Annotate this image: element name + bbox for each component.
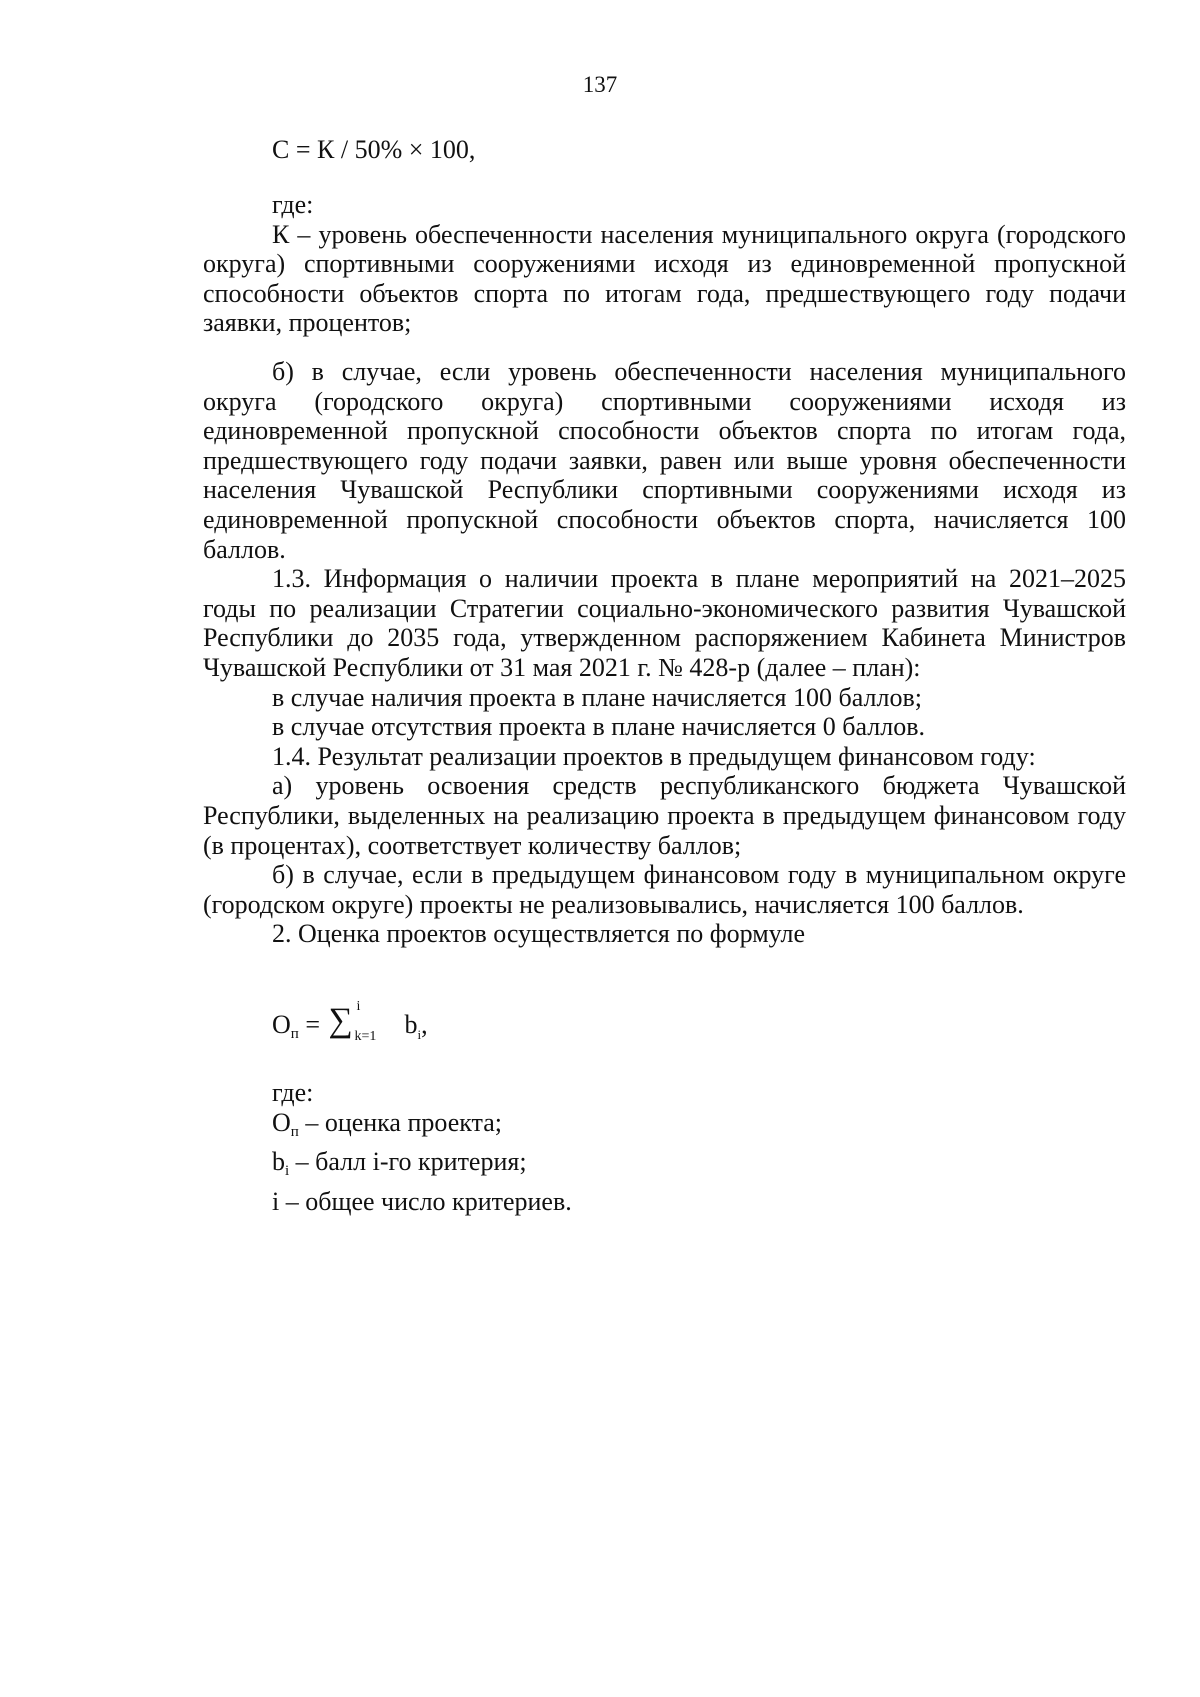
formula-o: [272, 999, 428, 1045]
definitions-block-1: [203, 190, 1126, 338]
item-1-4: 1.4. Результат реализации проектов в предыдущем финансовом году:: [272, 741, 1036, 771]
i-definition: i – общее число критериев.: [272, 1186, 572, 1216]
plan-present: в случае наличия проекта в плане начисляется 100 баллов;: [272, 682, 922, 712]
item-1-4-b: б) в случае, если в предыдущем финансовом году в муниципальном округе (городском округе) проекты не реализовывались, начисляется 100 баллов.: [203, 860, 1126, 919]
page-number: 137: [582, 72, 618, 97]
sigma-upper-limit: i: [356, 999, 361, 1014]
definitions-block-2: [203, 1078, 1126, 1216]
item-1-3: 1.3. Информация о наличии проекта в плане мероприятий на 2021–2025 годы по реализации Стратегии социально-экономического развития Чувашской Республики до 2035 года, утвержденном распоряжением Кабинета Министров Чувашской Республики от 31 мая 2021 г. № 428-р (далее – план):: [203, 564, 1126, 682]
formula-c: С = К / 50% × 100,: [272, 135, 476, 164]
sigma-operator: [326, 999, 404, 1045]
formula-b-symbol: b: [404, 1010, 418, 1039]
formula-o-subscript: п: [290, 1026, 299, 1042]
where-label-2: где:: [272, 1078, 314, 1107]
b-def-symbol: b: [272, 1147, 285, 1177]
b-def-subscript: i: [285, 1163, 290, 1180]
formula-o-symbol: О: [272, 1010, 291, 1039]
item-b-sports: б) в случае, если уровень обеспеченности населения муниципального округа (городского округа) спортивными сооружениями исходя из единовременной пропускной способности объектов спорта по итогам года, предшествующего году подачи заявки, равен или выше уровня обеспеченности населения Чувашской Республики спортивными сооружениями исходя из единовременной пропускной способности объектов спорта, начисляется 100 баллов.: [203, 357, 1126, 564]
criteria-block: [203, 357, 1126, 949]
o-definition: [203, 1108, 1126, 1148]
o-def-text: – оценка проекта;: [298, 1107, 502, 1137]
where-label-1: где:: [272, 190, 314, 219]
item-2: 2. Оценка проектов осуществляется по формуле: [272, 919, 806, 949]
item-1-4-a: а) уровень освоения средств республиканского бюджета Чувашской Республики, выделенных на реализацию проекта в предыдущем финансовом году (в процентах), соответствует количеству баллов;: [203, 771, 1126, 860]
formula-equals: =: [298, 1010, 327, 1039]
o-def-symbol: О: [272, 1107, 291, 1137]
formula-b-subscript: i: [417, 1027, 422, 1042]
plan-absent: в случае отсутствия проекта в плане начисляется 0 баллов.: [272, 712, 925, 742]
o-def-subscript: п: [290, 1123, 299, 1140]
sigma-lower-limit: k=1: [354, 1029, 377, 1044]
k-definition: К – уровень обеспеченности населения муниципального округа (городского округа) спортивными сооружениями исходя из единовременной пропускной способности объектов спорта по итогам года, предшествующего году подачи заявки, процентов;: [203, 219, 1126, 338]
b-def-text: – балл i-го критерия;: [289, 1147, 527, 1177]
sigma-symbol: ∑: [328, 1002, 353, 1039]
b-definition: [203, 1147, 1126, 1187]
formula-trailing-comma: ,: [421, 1010, 428, 1039]
